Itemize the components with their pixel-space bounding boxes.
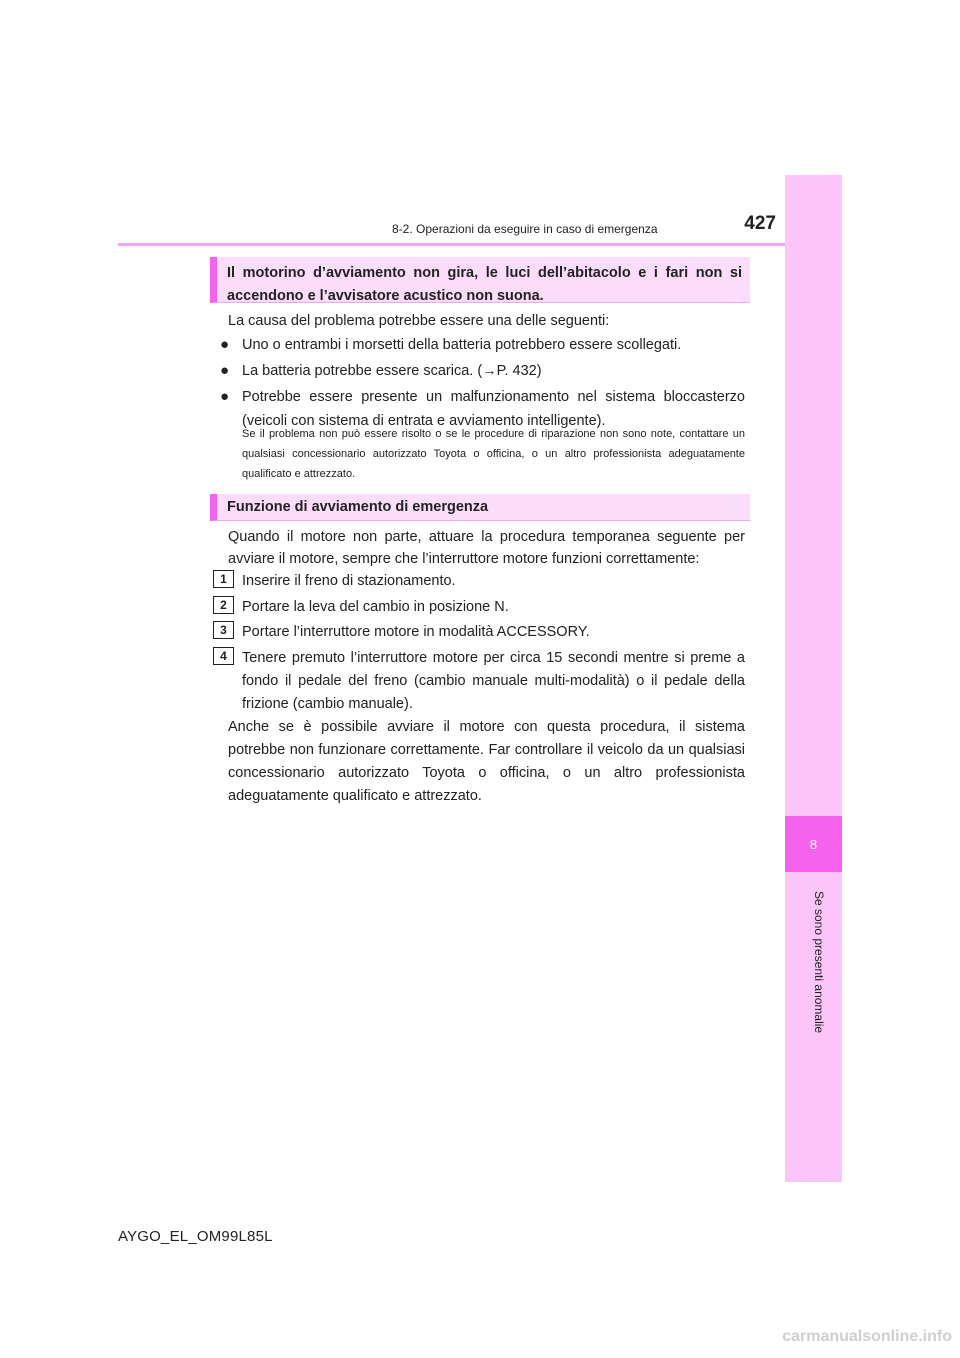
assistance-note: Se il problema non può essere risolto o se le procedure di riparazione non sono note, contattare un qualsiasi concessionario autorizzato Toyota o officina, o un altro professionista adeguatamente qualificato e attrezzato. bbox=[242, 428, 745, 480]
bullet-item bbox=[220, 333, 745, 357]
step-text: Portare la leva del cambio in posizione N. bbox=[242, 599, 509, 615]
procedure-step bbox=[213, 621, 745, 644]
closing-paragraph: Anche se è possibile avviare il motore con questa procedura, il sistema potrebbe non funzionare correttamente. Far controllare il veicolo da un qualsiasi concessionario autorizzato Toyota o officina, o un altro professionista adeguatamente qualificato e attrezzato. bbox=[228, 719, 745, 804]
bullet-text: Potrebbe essere presente un malfunzionamento nel sistema bloccasterzo (veicoli con sistema di entrata e avviamento intelligente). bbox=[242, 389, 745, 429]
header-divider bbox=[118, 243, 785, 246]
step-number-badge: 3 bbox=[213, 621, 234, 639]
step-text: Inserire il freno di stazionamento. bbox=[242, 573, 456, 589]
procedure-intro: Quando il motore non parte, attuare la procedura temporanea seguente per avviare il motore, sempre che l’interruttore motore funzioni correttamente: bbox=[228, 529, 745, 567]
watermark-text: carmanualsonline.info bbox=[782, 1328, 952, 1345]
chapter-title: Se sono presenti anomalie bbox=[812, 890, 826, 1034]
step-text: Portare l’interruttore motore in modalità ACCESSORY. bbox=[242, 624, 590, 640]
bullet-item bbox=[220, 359, 745, 383]
procedure-step bbox=[213, 596, 745, 619]
section-heading-starter: Il motorino d’avviamento non gira, le luci dell’abitacolo e i fari non si accendono e l’avvisatore acustico non suona. bbox=[210, 257, 750, 303]
bullet-icon: ● bbox=[220, 336, 230, 353]
bullet-text: Uno o entrambi i morsetti della batteria potrebbero essere scollegati. bbox=[242, 337, 682, 353]
step-number-badge: 4 bbox=[213, 647, 234, 665]
page-number: 427 bbox=[744, 213, 776, 234]
bullet-icon: ● bbox=[220, 362, 230, 379]
step-number-badge: 2 bbox=[213, 596, 234, 614]
causes-intro: La causa del problema potrebbe essere una delle seguenti: bbox=[228, 313, 610, 329]
bullet-icon: ● bbox=[220, 388, 230, 405]
step-number-badge: 1 bbox=[213, 570, 234, 588]
bullet-text: La batteria potrebbe essere scarica. (→P. 432) bbox=[242, 363, 542, 379]
step-text: Tenere premuto l’interruttore motore per circa 15 secondi mentre si preme a fondo il pedale del freno (cambio manuale multi-modalità) o il pedale della frizione (cambio manuale). bbox=[242, 650, 745, 712]
document-code: AYGO_EL_OM99L85L bbox=[118, 1228, 273, 1245]
section-heading-emergency-start: Funzione di avviamento di emergenza bbox=[210, 494, 750, 521]
chapter-number: 8 bbox=[785, 816, 842, 872]
procedure-step bbox=[213, 570, 745, 593]
procedure-step bbox=[213, 647, 745, 716]
section-title: 8-2. Operazioni da eseguire in caso di emergenza bbox=[392, 222, 658, 236]
